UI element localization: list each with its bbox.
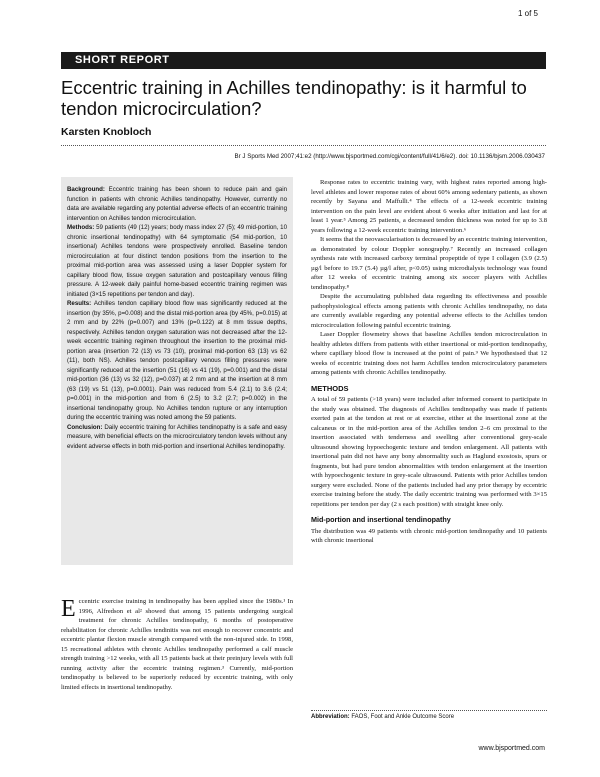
abstract-results-text: Achilles tendon capillary blood flow was significantly reduced at the insertion (by 35%, p=0.008) and the distal mid-portion area (by 45%, p=0.015) at 2 mm and by 22% (p=0.007) and 13% (p=0.122) at 8 mm tissue depths, respectively. Achilles tendon oxygen saturation was not decreased after the 12-week eccentric training regimen throughout the insertion to the proximal mid-portion area (insertion 72 (13) vs 73 (10), proximal mid-portion 63 (13) vs 62 (11), both NS). Achilles tendon postcapillary venous filling pressures were significantly reduced at the insertion (51 (16) vs 41 (19), p=0.001) and the distal mid-portion (36 (13) vs 32 (12), p=0.037) at 2 mm and at the insertion at 8 mm (63 (19) vs 51 (13), p=0.0001). Pain was reduced from 5.4 (2.1) to 3.6 (2.4; p=0.001) in the mid-portion and from 6 (2.5) to 3.2 (2.7; p=0.002) in the insertional tendinopathy group. No Achilles tendon rupture or any interruption during the eccentric training was noted among the 59 patients. xyxy=(67,300,287,421)
abstract-background-text: Eccentric training has been shown to reduce pain and gain function in patients with chronic Achilles tendinopathy. However, currently no data are available regarding any potential adverse effects of an eccentric training intervention on Achilles tendon microcirculation. xyxy=(67,186,287,222)
author-name: Karsten Knobloch xyxy=(61,126,152,138)
subsection-paragraph: The distribution was 49 patients with chronic mid-portion tendinopathy and 10 patients with chronic insertional xyxy=(311,527,547,544)
section-label: SHORT REPORT xyxy=(75,54,170,66)
abstract-results xyxy=(67,299,287,423)
abstract-background xyxy=(67,185,287,223)
page-number: 1 of 5 xyxy=(517,9,538,18)
divider xyxy=(61,145,546,146)
methods-heading: METHODS xyxy=(311,383,349,393)
abbreviation-divider xyxy=(311,710,547,711)
abstract-conclusion xyxy=(67,423,287,452)
abstract-methods xyxy=(67,223,287,299)
abstract-results-label: Results: xyxy=(67,300,92,307)
abstract-background-label: Background: xyxy=(67,186,105,193)
abbreviation-text: FAOS, Foot and Ankle Outcome Score xyxy=(349,714,455,720)
abbreviation-label: Abbreviation: xyxy=(311,714,350,720)
abstract-methods-label: Methods: xyxy=(67,224,95,231)
introduction xyxy=(61,597,293,692)
article-title: Eccentric training in Achilles tendinopathy: is it harmful to tendon microcirculation? xyxy=(61,77,527,119)
right-column xyxy=(311,178,547,546)
section-banner xyxy=(61,52,546,69)
subsection-heading: Mid-portion and insertional tendinopathy xyxy=(311,515,451,524)
methods-paragraph: A total of 59 patients (>18 years) were included after informed consent to participate in the study was obtained. The diagnosis of Achilles tendinopathy was made if patients exerted pain at the tendon at rest or at exercise, either at the insertional zone at the calcaneus or in the mid-portion area of the Achilles tendon 2–6 cm proximal to the insertion associated with tenderness and swelling after conventional grey-scale ultrasound showing hypoechogenic texture and tendon enlargement. All patients with insertional pain did not have any bony abnormality such as Haglund exostosis, spurs or fragments, but had pure tendon abnormalities with tendon enlargement at the insertion with hypoechogenic texture in grey-scale ultrasound. Patients with prior Achilles tendon surgery were excluded. None of the patients included had any prior therapy by eccentric exercise training before the study. The daily eccentric training was performed with 3×15 repetitions per tendon per day (2 s each position) with straight knee only. xyxy=(311,396,547,508)
citation-line: Br J Sports Med 2007;41:e2 (http://www.bjsportmed.com/cgi/content/full/41/6/e2). doi: 10.1136/bjsm.2006.030437 xyxy=(234,153,545,160)
abstract-text xyxy=(67,185,287,451)
abstract-box xyxy=(61,177,293,565)
paragraph-3: Despite the accumulating published data regarding its effectiveness and possible pathophysiological effects among patients with chronic Achilles tendinopathy, no data are currently available regarding any potential adverse effects to the Achilles tendon microcirculation following painful eccentric training. xyxy=(311,293,547,329)
intro-text: ccentric exercise training in tendinopathy has been applied since the 1980s.¹ In 1996, Alfredson et al² showed that among 15 patients undergoing surgical treatment for chronic Achilles tendinopathy, 6 months of postoperative rehabilitation for chronic Achilles tendinitis was not enough to recover concentric and eccentric plantar flexion muscle strength compared with the non-injured side. In 1998, 15 recreational athletes with chronic Achilles tendinopathy performed a calf muscle strength training >12 weeks, with all 15 patients back at their preinjury levels with full running activity after the eccentric training regimen.³ Currently, mid-portion tendinopathy is believed to be superiorly reduced by eccentric training, with only limited effects in insertional tendinopathy. xyxy=(61,598,293,691)
abstract-conclusion-label: Conclusion: xyxy=(67,423,103,431)
abstract-conclusion-text: Daily eccentric training for Achilles tendinopathy is a safe and easy measure, with beneficial effects on the microcirculatory tendon levels without any evident adverse effects in both mid-portion and insertional Achilles tendinopathy. xyxy=(67,423,287,450)
paragraph-4: Laser Doppler flowmetry shows that baseline Achilles tendon microcirculation in healthy athletes differs from patients with either insertional or mid-portion tendinopathy, where capillary blood flow is increased at the point of pain.⁹ We hypothesised that 12 weeks of eccentric training does not harm Achilles tendon microcirculatory parameters among patients with chronic Achilles tendinopathy. xyxy=(311,331,547,376)
paragraph-2: It seems that the neovascularisation is decreased by an eccentric training intervention, as demonstrated by colour Doppler sonography.⁷ Recently an increased collagen synthesis rate with increased carboxy terminal propeptide of type I collagen (3.9 (2.5) µg/l before to 19.7 (5.4) µg/l after, p<0.05) using microdialysis technology was found after 12 weeks of eccentric training among six soccer players with Achilles tendinopathy.⁸ xyxy=(311,236,547,291)
journal-website: www.bjsportmed.com xyxy=(478,745,545,752)
intro-paragraph xyxy=(61,597,293,692)
abbreviations xyxy=(311,714,454,720)
paragraph-1: Response rates to eccentric training vary, with highest rates reported among high-level athletes and lower response rates of about 60% among sedentary patients, as shown recently by Sayana and Maffulli.⁴ The effects of a 12-week eccentric training intervention on the pain level are evident about 6 weeks after initiation and last for at least 1 year.⁵ Among 25 patients, a decreased tendon thickness was noted for up to 3.8 years following a 12-week eccentric training intervention.⁶ xyxy=(311,179,547,234)
abstract-methods-text: 59 patients (49 (12) years; body mass index 27 (5); 49 mid-portion, 10 chronic insertional tendinopathy) with 64 symptomatic (54 mid-portion, 10 insertional) Achilles tendons were prospectively enrolled. Baseline tendon microcirculation at four distinct tendon positions from the insertion to the proximal mid-portion area was assessed using a laser Doppler system for capillary blood flow, tissue oxygen saturation and postcapillary venous filling pressure. A 12-week daily painful home-based eccentric training regimen was initiated (3×15 repetitions per tendon and day). xyxy=(67,224,287,298)
drop-cap: E xyxy=(61,596,76,622)
